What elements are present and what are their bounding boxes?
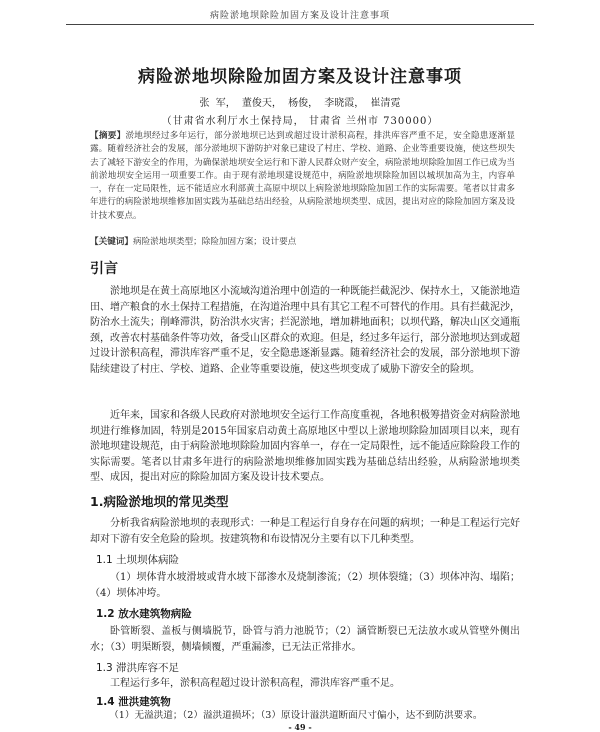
affiliation: （甘肃省水利厅水土保持局， 甘肃省 兰州市 730000） xyxy=(161,116,439,127)
keywords-label: 【关键词】 xyxy=(90,237,133,247)
subsection-1-1-title: 1.1 土坝坝体病险 xyxy=(96,554,180,566)
abstract-text: 淤地坝经过多年运行，部分淤地坝已达到或超过设计淤积高程，排洪库容严重不足，安全隐患逐渐显露。随着经济社会的发展，部分淤地坝下游防护对象已建设了村庄、学校、道路、企业等重要设施，使这些坝失去了减轻下游安全的作用，为确保淤地坝安全运行和下游人民群众财产安全，病险淤地坝除险加固工作已成为当前淤地坝安全运用一项重要工作。由于现有淤地坝建设规范中，病险淤地坝除险加固以城坝加高为主，内容单一，存在一定局限性，远不能适应水利部黄土高原中坝以上病险淤地坝除险加固工作的实际需要。笔者以甘肃多年进行的病险淤地坝维修加固实践为基础总结出经验，从病险淤地坝类型、成因，提出对应的除险加固方案及设计技术要点。 xyxy=(90,131,515,221)
subsection-1-3-title: 1.3 滞洪库容不足 xyxy=(96,662,180,674)
intro-paragraph-2: 近年来，国家和各级人民政府对淤地坝安全运行工作高度重视，各地积极筹措资金对病险淤地坝进行维修加固，特别是2015年国家启动黄土高原地区中型以上淤地坝除险加固项目以来，现有淤地坝建设规范，由于病险淤地坝除险加固内容单一，存在一定局限性，远不能适应除险段工作的实际需要。笔者以甘肃多年进行的病险淤地坝维修加固实践为基础总结出经验，从病险淤地坝类型、成因，提出对应的除险加固方案及设计技术要点。 xyxy=(90,410,520,484)
section-1-paragraph: 分析我省病险淤地坝的表现形式：一种是工程运行自身存在问题的病坝；一种是工程运行完好却对下游有安全危险的险坝。按建筑物和布设情况分主要有以下几种类型。 xyxy=(90,518,520,545)
keywords-block xyxy=(90,236,515,249)
subsection-1-1-text: （1）坝体背水坡滑坡或背水坡下部渗水及烧制渗流；（2）坝体裂缝；（3）坝体冲沟、塌陷；（4）坝体冲垮。 xyxy=(90,572,520,599)
subsection-1-2-text: 卧管断裂、盖板与侧墙脱节，卧管与消力池脱节；（2）涵管断裂已无法放水或从管壁外侧出水；（3）明渠断裂，侧墙倾覆，严重漏渗，已无法正常排水。 xyxy=(90,626,520,653)
subsection-1-4-text: （1）无溢洪道；（2）溢洪道损坏；（3）原设计溢洪道断面尺寸偏小，达不到防洪要求。 xyxy=(109,710,483,721)
page-number: - 49 - xyxy=(288,722,312,732)
subsection-1-3-text: 工程运行多年，淤积高程超过设计淤积高程，滞洪库容严重不足。 xyxy=(110,678,400,689)
keywords-text: 病险淤地坝类型；除险加固方案；设计要点 xyxy=(132,237,297,247)
paper-title: 病险淤地坝除险加固方案及设计注意事项 xyxy=(138,67,462,87)
section-1-title: 1.病险淤地坝的常见类型 xyxy=(90,494,229,509)
author-list: 张 军， 董俊天， 杨俊， 李晓霞， 崔清霓 xyxy=(199,98,401,109)
running-header: 病险淤地坝除险加固方案及设计注意事项 xyxy=(209,11,390,21)
section-intro-title: 引言 xyxy=(90,261,118,277)
header-rule xyxy=(66,24,534,25)
intro-paragraph-1: 淤地坝是在黄土高原地区小流域沟道治理中创造的一种既能拦截泥沙、保持水土，又能淤地造田、增产粮食的水土保持工程措施，在沟道治理中具有其它工程不可替代的作用。具有拦截泥沙，防治水土流失；削峰滞洪，防治洪水灾害；拦泥淤地，增加耕地面积；以坝代路，解决山区交通瓶颈，改善农村基础条件等功效，备受山区群众的欢迎。但是，经过多年运行，部分淤地坝达到或超过设计淤积高程，滞洪库容严重不足，安全隐患逐渐显露。随着经济社会的发展，部分淤地坝下游陆续建设了村庄、学校、道路、企业等重要设施，使这些坝变成了威胁下游安全的险坝。 xyxy=(90,286,520,375)
subsection-1-4-title: 1.4 泄洪建筑物 xyxy=(96,696,171,708)
abstract-label: 【摘要】 xyxy=(90,131,126,141)
subsection-1-2-title: 1.2 放水建筑物病险 xyxy=(96,608,192,620)
abstract-block xyxy=(90,130,515,223)
